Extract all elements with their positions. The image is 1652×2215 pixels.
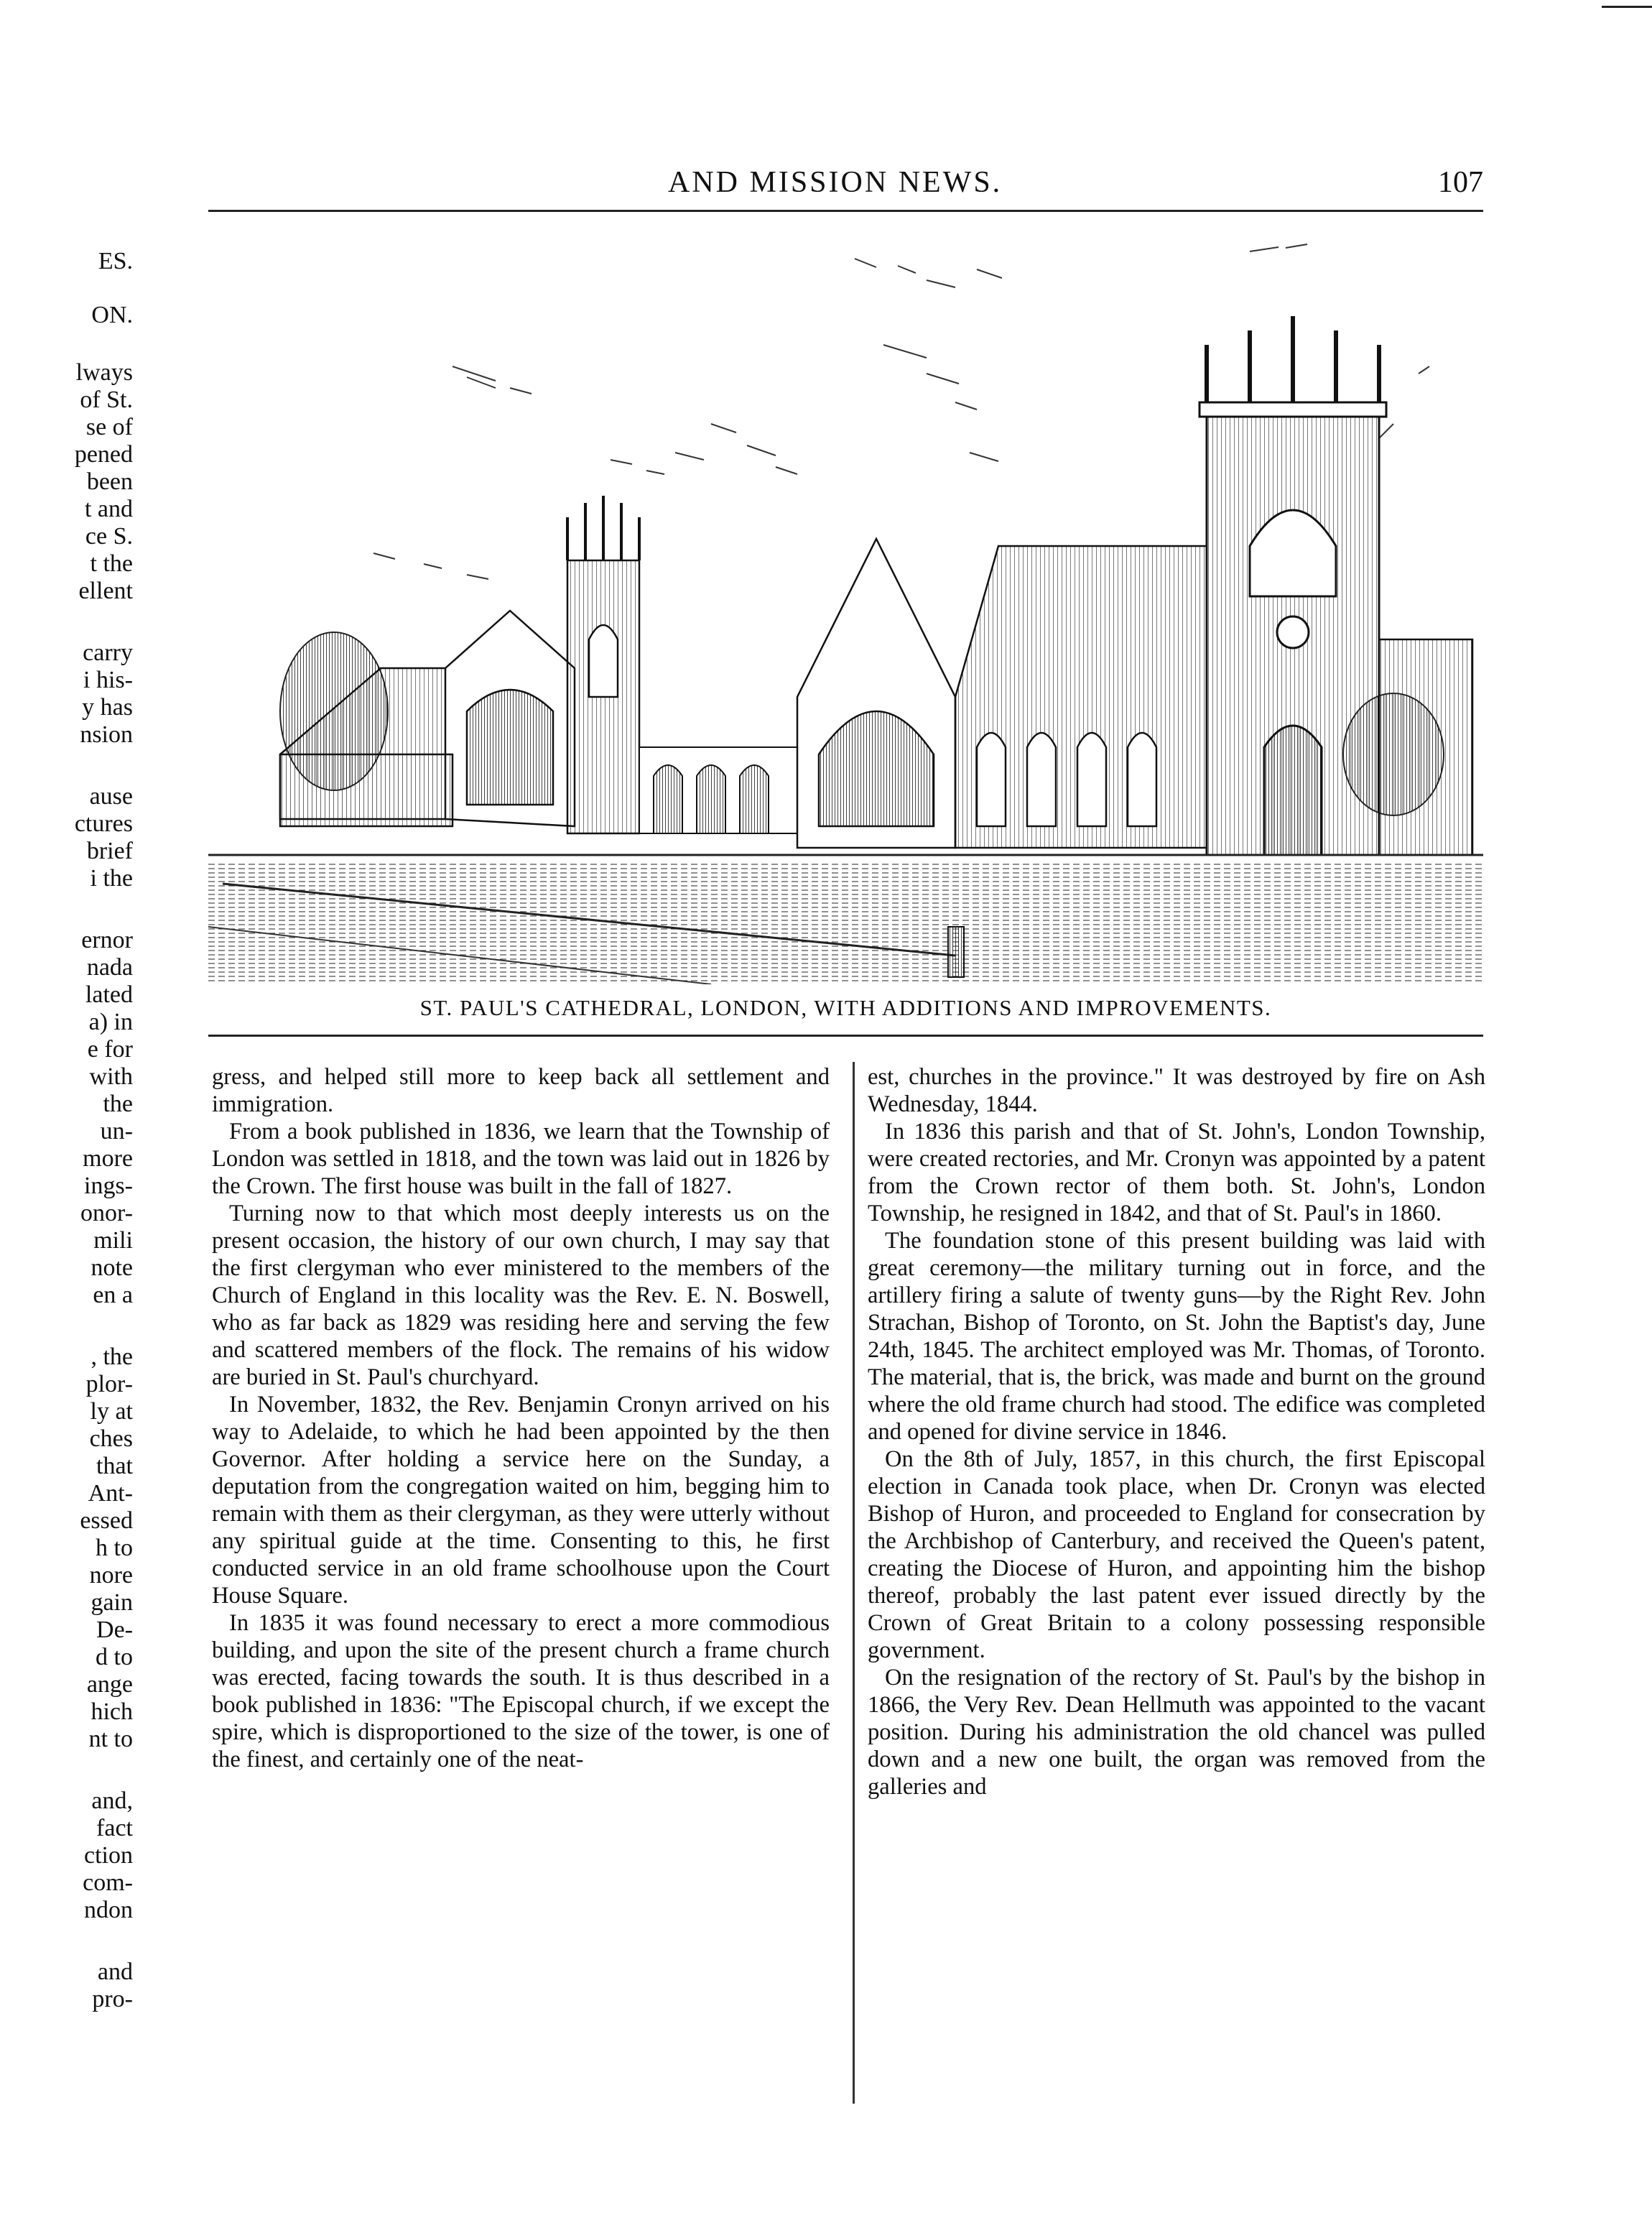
fragment-line: lated <box>85 981 133 1008</box>
right-column <box>868 1063 1485 1800</box>
paragraph: In 1836 this parish and that of St. John's, London Township, were created rectories, and Mr. Cronyn was appointed by a patent from the Crown rector of them both. St. John's, London Township, he resigned in 1842, and that of St. Paul's in 1860. <box>868 1119 1485 1226</box>
fragment-line: note <box>91 1254 133 1281</box>
fragment-line: lways <box>75 359 133 386</box>
fragment-line: i his- <box>83 667 133 693</box>
fragment-line: more <box>83 1145 133 1172</box>
fragment-line: and <box>97 1959 133 1985</box>
fragment-line: pro- <box>92 1986 133 2012</box>
fragment-line: ernor <box>81 927 133 953</box>
fragment-line: and, <box>91 1788 133 1814</box>
fragment-line: un- <box>100 1118 133 1145</box>
fragment-line: ange <box>86 1671 133 1698</box>
fragment-line: d to <box>96 1644 133 1670</box>
fragment-line: nsion <box>80 721 133 748</box>
paragraph: est, churches in the province." It was destroyed by fire on Ash Wednesday, 1844. <box>868 1064 1485 1117</box>
fragment-line: brief <box>86 838 133 864</box>
paragraph: In 1835 it was found necessary to erect a more commodious building, and upon the site of the present church a frame church was erected, facing towards the south. It is thus described in a book published in 1836: "The Episcopal church, if we except the spire, which is disproportioned to the size of the tower, is one of the finest, and certainly one of the neat- <box>212 1610 830 1772</box>
fragment-line: ches <box>89 1425 133 1452</box>
fragment-line: gain <box>91 1589 133 1616</box>
grounds <box>208 855 1483 984</box>
running-title: AND MISSION NEWS. <box>668 166 1003 199</box>
running-header <box>208 165 1483 208</box>
fragment-line: ings- <box>84 1173 133 1199</box>
west-tower <box>567 496 639 833</box>
paragraph: Turning now to that which most deeply interests us on the present occasion, the history of our own church, I may say that the first clergyman who ever ministered to the members of the Church of England in this locality was the Rev. E. N. Boswell, who as far back as 1829 was residing here and serving the few and scattered members of the flock. The remains of his widow are buried in St. Paul's churchyard. <box>212 1201 830 1390</box>
fragment-line: mili <box>93 1227 133 1254</box>
fragment-line: ce S. <box>85 523 133 550</box>
fragment-line: h to <box>96 1535 133 1561</box>
left-column <box>212 1063 830 1773</box>
caption-rule <box>208 1035 1483 1037</box>
fragment-line: ction <box>84 1842 133 1869</box>
fragment-line: i the <box>90 865 133 892</box>
fragment-line: Ant- <box>88 1480 133 1507</box>
fragment-line: nt to <box>88 1726 133 1752</box>
page-number: 107 <box>1438 166 1483 199</box>
fragment-line: the <box>103 1091 133 1117</box>
fragment-line: pened <box>74 441 133 468</box>
east-aisle <box>1379 639 1472 855</box>
header-rule <box>208 210 1483 212</box>
fragment-line: with <box>89 1063 133 1090</box>
fragment-line: essed <box>80 1507 133 1534</box>
fragment-line: ellent <box>78 578 133 604</box>
top-edge-rule <box>1602 6 1652 8</box>
column-divider <box>853 1062 855 2104</box>
paragraph: On the 8th of July, 1857, in this church, the first Episcopal election in Canada took place, when Dr. Cronyn was elected Bishop of Huron, and proceeded to England for consecration by the Archbishop of Canterbury, and received the Queen's patent, creating the Diocese of Huron, and appointing him the bishop thereof, probably the last patent ever issued directly by the Crown of Great Britain to a colony possessing responsible government. <box>868 1446 1485 1663</box>
paragraph: gress, and helped still more to keep back all settlement and immigration. <box>212 1064 830 1117</box>
fragment-line: se of <box>85 414 133 440</box>
fragment-line: , the <box>91 1344 133 1370</box>
paragraph: On the resignation of the rectory of St. Paul's by the bishop in 1866, the Very Rev. Dean Hellmuth was appointed to the vacant position. During his administration the old chancel was pulled down and a new one built, the organ was removed from the galleries and <box>868 1665 1485 1800</box>
fragment-line: fact <box>96 1815 133 1841</box>
fragment-line: ly at <box>90 1398 133 1425</box>
cathedral-illustration <box>208 237 1483 984</box>
fragment-line: nore <box>89 1562 133 1589</box>
fragment-line: y has <box>82 694 133 721</box>
fragment-line: t the <box>90 550 133 577</box>
fragment-line: ctures <box>74 810 133 837</box>
paragraph: The foundation stone of this present building was laid with great ceremony—the military turning out in force, and the artillery firing a salute of twenty guns—by the Right Rev. John Strachan, Bishop of Toronto, on St. John the Baptist's day, June 24th, 1845. The architect employed was Mr. Thomas, of Toronto. The material, that is, the brick, was made and burnt on the ground where the old frame church had stood. The edifice was completed and opened for divine service in 1846. <box>868 1228 1485 1445</box>
fragment-line: onor- <box>80 1200 133 1226</box>
fragment-line: of St. <box>80 387 133 413</box>
fragment-line: that <box>96 1453 133 1479</box>
figure-caption: ST. PAUL'S CATHEDRAL, LONDON, WITH ADDITIONS AND IMPROVEMENTS. <box>419 995 1272 1020</box>
fragment-line: com- <box>83 1869 133 1896</box>
fragment-line: en a <box>93 1282 133 1308</box>
fragment-line: e for <box>87 1036 133 1063</box>
main-tower <box>1199 316 1386 855</box>
fragment-line: t and <box>84 496 133 522</box>
nave <box>797 539 1207 848</box>
fragment-line: plor- <box>85 1371 133 1397</box>
fragment-line: been <box>86 468 133 495</box>
paragraph: From a book published in 1836, we learn that the Township of London was settled in 1818, and the town was laid out in 1826 by the Crown. The first house was built in the fall of 1827. <box>212 1119 830 1199</box>
fragment-line: ndon <box>84 1897 133 1923</box>
cloister <box>639 747 804 833</box>
fragment-line: ON. <box>91 302 133 328</box>
fragment-line: nada <box>86 954 133 981</box>
facing-page-fragments <box>0 0 133 2215</box>
fragment-line: hich <box>91 1698 133 1725</box>
paragraph: In November, 1832, the Rev. Benjamin Cronyn arrived on his way to Adelaide, to which he had been appointed by the then Governor. After holding a service here on the Sunday, a deputation from the congregation waited on him, begging him to remain with them as their clergyman, as they were utterly without any spiritual guide at the time. Consenting to this, he first conducted service in an old frame schoolhouse upon the Court House Square. <box>212 1392 830 1609</box>
fragment-line: a) in <box>88 1009 133 1035</box>
fragment-line: carry <box>83 639 133 666</box>
fragment-line: De- <box>96 1617 133 1643</box>
fragment-line: ause <box>89 783 133 810</box>
fragment-line: ES. <box>98 248 133 274</box>
